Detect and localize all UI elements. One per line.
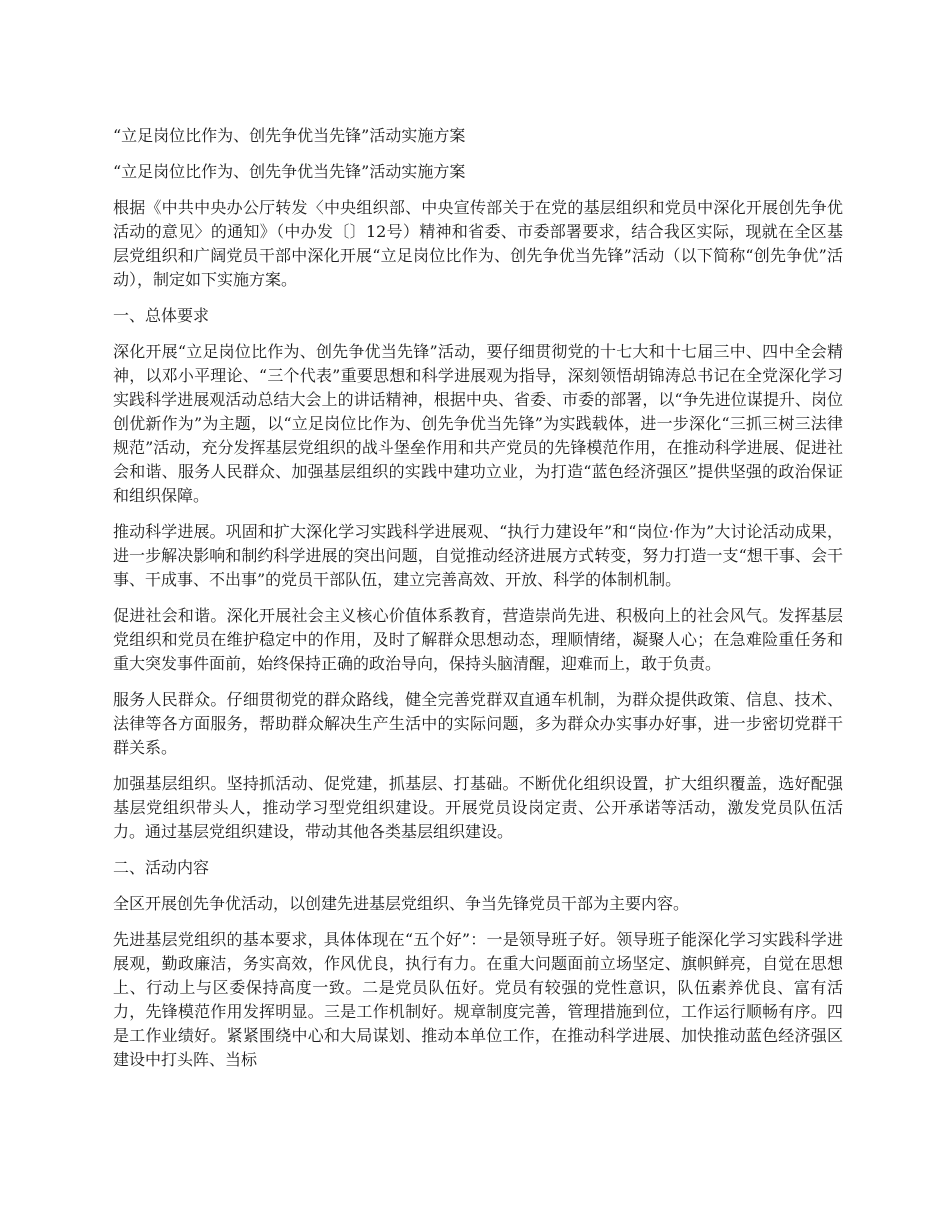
section-1-paragraph-5: 加强基层组织。坚持抓活动、促党建，抓基层、打基础。不断优化组织设置，扩大组织覆盖，选好配强基层党组织带头人，推动学习型党组织建设。开展党员设岗定责、公开承诺等活动，激发党员队伍活力。通过基层党组织建设，带动其他各类基层组织建设。 (113, 774, 843, 841)
document-title-line-2: “立足岗位比作为、创先争优当先锋”活动实施方案 (113, 162, 466, 181)
section-1-paragraph-2: 推动科学进展。巩固和扩大深化学习实践科学进展观、“执行力建设年”和“岗位·作为”大讨论活动成果，进一步解决影响和制约科学进展的突出问题，自觉推动经济进展方式转变，努力打造一支“想干事、会干事、干成事、不出事”的党员干部队伍，建立完善高效、开放、科学的体制机制。 (113, 522, 843, 589)
document-title-line-1: “立足岗位比作为、创先争优当先锋”活动实施方案 (113, 126, 466, 145)
section-1-paragraph-4: 服务人民群众。仔细贯彻党的群众路线，健全完善党群双直通车机制，为群众提供政策、信息、技术、法律等各方面服务，帮助群众解决生产生活中的实际问题，多为群众办实事办好事，进一步密切党群干群关系。 (113, 690, 843, 757)
section-1-paragraph-1: 深化开展“立足岗位比作为、创先争优当先锋”活动，要仔细贯彻党的十七大和十七届三中、四中全会精神，以邓小平理论、“三个代表”重要思想和科学进展观为指导，深刻领悟胡锦涛总书记在全党深化学习实践科学进展观活动总结大会上的讲话精神，根据中央、省委、市委的部署，以“争先进位谋提升、岗位创优新作为”为主题，以“立足岗位比作为、创先争优当先锋”为实践载体，进一步深化“三抓三树三法律规范”活动，充分发挥基层党组织的战斗堡垒作用和共产党员的先锋模范作用，在推动科学进展、促进社会和谐、服务人民群众、加强基层组织的实践中建功立业，为打造“蓝色经济强区”提供坚强的政治保证和组织保障。 (113, 342, 843, 505)
intro-paragraph: 根据《中共中央办公厅转发〈中央组织部、中央宣传部关于在党的基层组织和党员中深化开展创先争优活动的意见〉的通知》（中办发〔〕12号）精神和省委、市委部署要求，结合我区实际，现就在全区基层党组织和广阔党员干部中深化开展“立足岗位比作为、创先争优当先锋”活动（以下简称“创先争优”活动），制定如下实施方案。 (113, 198, 843, 289)
section-2-heading: 二、活动内容 (113, 858, 210, 877)
section-1-paragraph-3: 促进社会和谐。深化开展社会主义核心价值体系教育，营造崇尚先进、积极向上的社会风气。发挥基层党组织和党员在维护稳定中的作用，及时了解群众思想动态，理顺情绪，凝聚人心；在急难险重任务和重大突发事件面前，始终保持正确的政治导向，保持头脑清醒，迎难而上，敢于负责。 (113, 606, 843, 673)
section-1-heading: 一、总体要求 (113, 306, 210, 325)
section-2-paragraph-2: 先进基层党组织的基本要求，具体体现在“五个好”：一是领导班子好。领导班子能深化学习实践科学进展观，勤政廉洁，务实高效，作风优良，执行有力。在重大问题面前立场坚定、旗帜鲜亮，自觉在思想上、行动上与区委保持高度一致。二是党员队伍好。党员有较强的党性意识，队伍素养优良、富有活力，先锋模范作用发挥明显。三是工作机制好。规章制度完善，管理措施到位，工作运行顺畅有序。四是工作业绩好。紧紧围绕中心和大局谋划、推动本单位工作，在推动科学进展、加快推动蓝色经济强区建设中打头阵、当标 (113, 930, 843, 1069)
document-page (113, 124, 843, 1084)
section-2-paragraph-1: 全区开展创先争优活动，以创建先进基层党组织、争当先锋党员干部为主要内容。 (113, 894, 690, 913)
